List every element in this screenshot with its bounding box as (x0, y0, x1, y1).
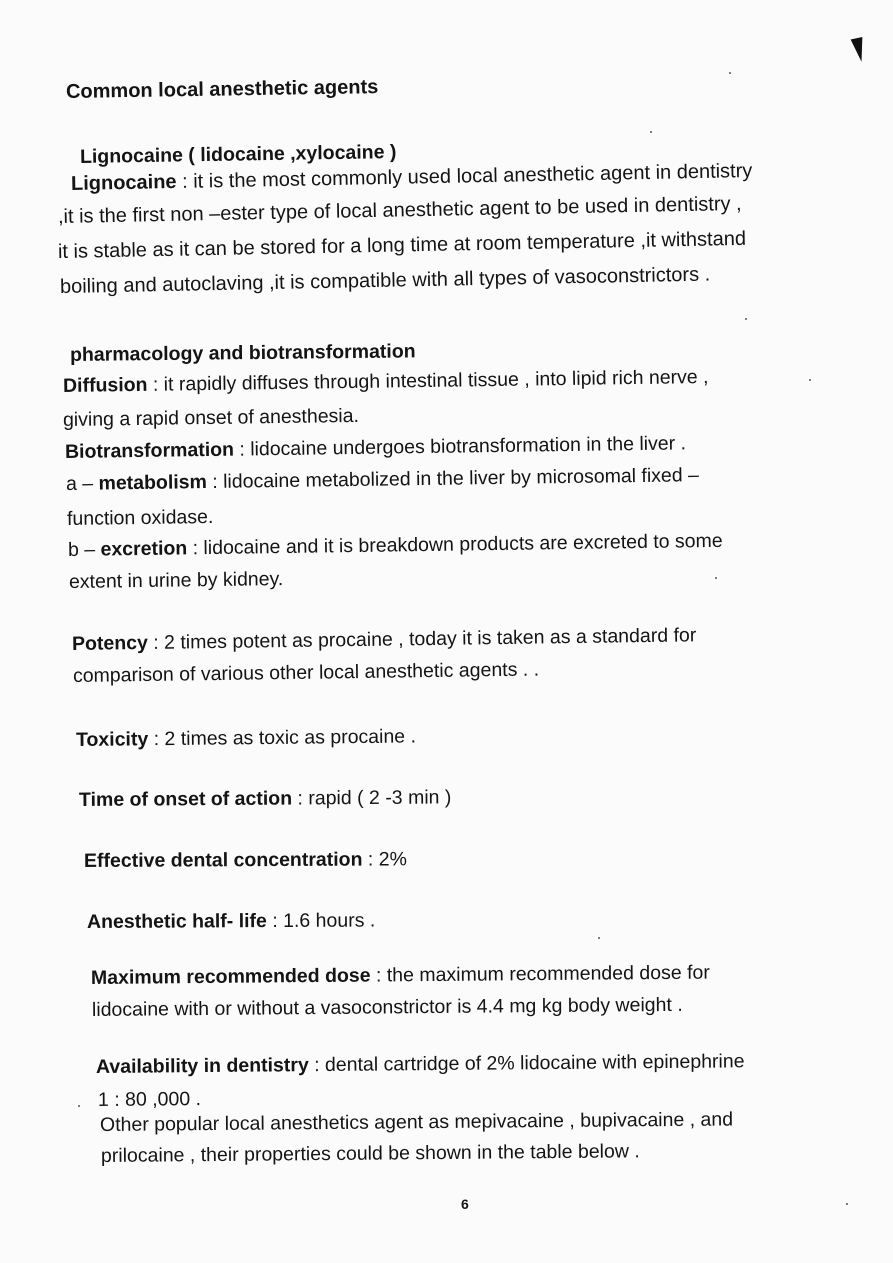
max-dose-line-2: lidocaine with or without a vasoconstrictor is 4.4 mg kg body weight . (91, 993, 683, 1021)
potency-line-2: comparison of various other local anesthetic agents . . (72, 658, 540, 687)
scan-corner-mark (851, 37, 868, 63)
concentration-text: : 2% (362, 848, 407, 871)
biotransformation-line (65, 431, 686, 464)
potency-label: Potency (71, 631, 149, 655)
lignocaine-heading: Lignocaine ( lidocaine ,xylocaine ) (79, 141, 397, 168)
excretion-prefix: b – (67, 538, 101, 561)
intro-label: Lignocaine (70, 170, 177, 195)
intro-line-2: ,it is the first non –ester type of local anesthetic agent to be used in dentistry , (57, 192, 742, 228)
onset-text: : rapid ( 2 -3 min ) (291, 786, 452, 810)
availability-text-1: : dental cartridge of 2% lidocaine with epinephrine (308, 1050, 745, 1077)
toxicity-label: Toxicity (75, 728, 149, 751)
max-dose-label: Maximum recommended dose (90, 964, 371, 989)
scan-speck (729, 72, 731, 74)
availability-label: Availability in dentistry (95, 1054, 309, 1078)
biotransformation-label: Biotransformation (64, 438, 235, 463)
metabolism-line-2: function oxidase. (66, 505, 214, 530)
page-number: 6 (461, 1196, 469, 1212)
max-dose-line-1 (91, 961, 710, 990)
toxicity-text: : 2 times as toxic as procaine . (148, 725, 417, 751)
scan-speck (715, 577, 717, 579)
half-life-label: Anesthetic half- life (86, 910, 267, 933)
excretion-line-1 (68, 529, 723, 562)
diffusion-label: Diffusion (62, 373, 148, 397)
other-line-2: prilocaine , their properties could be shown in the table below . (100, 1140, 640, 1167)
metabolism-text-1: : lidocaine metabolized in the liver by microsomal fixed – (206, 464, 700, 494)
availability-line-2: 1 : 80 ,000 . (97, 1088, 202, 1111)
scan-speck (745, 318, 747, 320)
diffusion-line-1 (63, 365, 709, 398)
metabolism-prefix: a – (65, 472, 99, 495)
other-line-1: Other popular local anesthetics agent as mepivacaine , bupivacaine , and (99, 1108, 734, 1136)
max-dose-text-1: : the maximum recommended dose for (370, 961, 710, 987)
scan-speck (809, 379, 811, 381)
scan-speck (78, 1105, 80, 1107)
intro-line-3: it is stable as it can be stored for a long time at room temperature ,it withstand (57, 227, 747, 263)
half-life-line (87, 908, 375, 934)
excretion-label: excretion (100, 537, 188, 561)
potency-text-1: : 2 times potent as procaine , today it is taken as a standard for (147, 624, 697, 654)
availability-line-1 (96, 1049, 745, 1079)
onset-label: Time of onset of action (78, 787, 293, 811)
scan-speck (650, 131, 652, 133)
intro-line-4: boiling and autoclaving ,it is compatible with all types of vasoconstrictors . (59, 263, 711, 298)
potency-line-1 (72, 623, 697, 656)
concentration-label: Effective dental concentration (83, 848, 363, 872)
diffusion-text-1: : it rapidly diffuses through intestinal tissue , into lipid rich nerve , (147, 365, 709, 396)
scan-speck (846, 1203, 848, 1205)
excretion-line-2: extent in urine by kidney. (68, 568, 284, 593)
biotransformation-text: : lidocaine undergoes biotransformation in the liver . (233, 432, 687, 461)
onset-line (79, 785, 452, 812)
scan-speck (598, 937, 600, 939)
metabolism-line-1 (66, 463, 699, 496)
metabolism-label: metabolism (98, 471, 208, 495)
intro-text-1: : it is the most commonly used local anesthetic agent in dentistry (176, 159, 753, 193)
concentration-line (84, 847, 407, 873)
excretion-text-1: : lidocaine and it is breakdown products are excreted to some (187, 529, 723, 560)
half-life-text: : 1.6 hours . (266, 909, 376, 933)
diffusion-line-2: giving a rapid onset of anesthesia. (62, 404, 360, 431)
pharmacology-heading: pharmacology and biotransformation (69, 340, 416, 366)
toxicity-line (76, 724, 416, 752)
page-title: Common local anesthetic agents (65, 76, 379, 103)
